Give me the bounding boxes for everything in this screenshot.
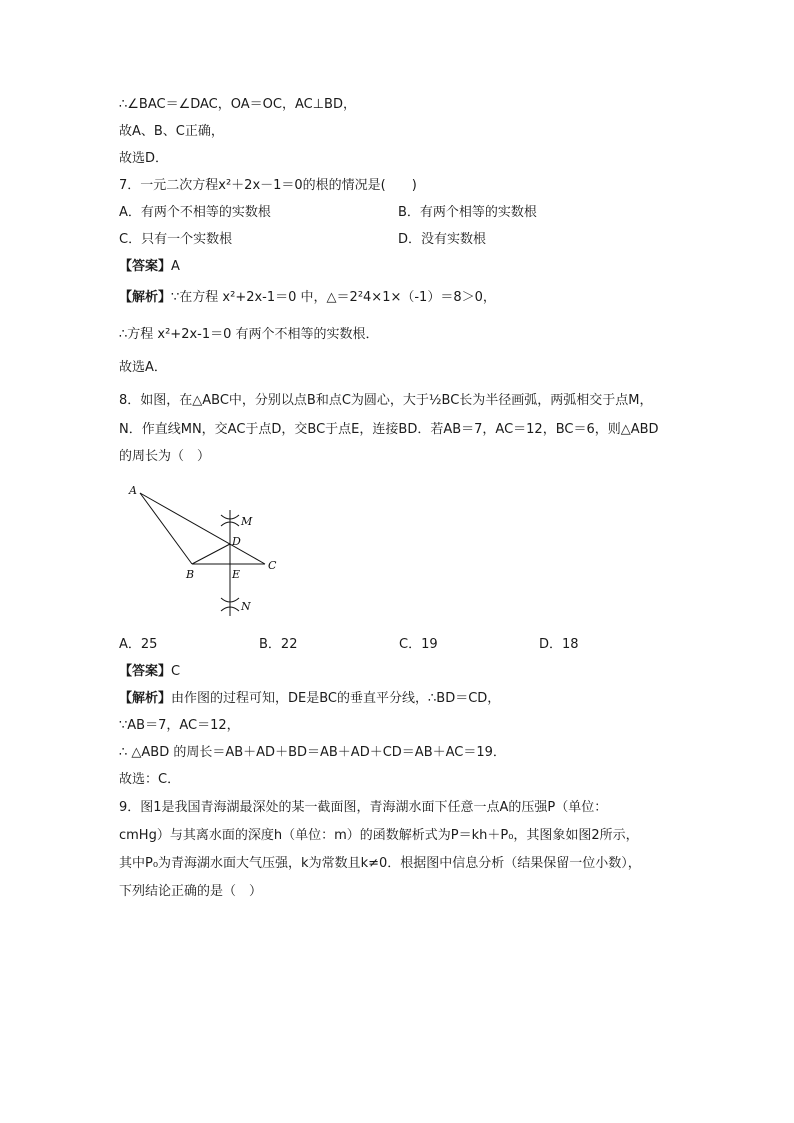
question-8-option-b: B．22 xyxy=(259,637,298,652)
answer-7 xyxy=(119,258,180,276)
answer-label: 【答案】 xyxy=(119,664,172,679)
analysis-text: ∵在方程 x²+2x-1＝0 中，△＝2²4×1×（-1）＝8＞0， xyxy=(171,290,496,305)
question-8-line-3: 的周长为（ ） xyxy=(119,449,211,464)
question-7-option-c: C．只有一个实数根 xyxy=(119,232,233,247)
analysis-7 xyxy=(119,289,496,307)
question-8-option-c: C．19 xyxy=(399,637,438,652)
question-9-line-2: cmHg）与其离水面的深度h（单位：m）的函数解析式为P＝kh＋P₀，其图象如图2所示， xyxy=(119,828,639,843)
segment-ab xyxy=(140,493,192,564)
label-n: N xyxy=(241,600,251,613)
answer-8 xyxy=(119,663,180,681)
solution-conclusion-line: ∴∠BAC＝∠DAC，OA＝OC，AC⊥BD， xyxy=(119,97,356,112)
solution-line: 故A、B、C正确， xyxy=(119,124,224,139)
answer-value: C xyxy=(171,664,181,679)
label-d: D xyxy=(232,535,241,548)
analysis-label: 【解析】 xyxy=(119,691,172,706)
label-e: E xyxy=(232,568,241,581)
analysis-8 xyxy=(119,690,500,708)
segment-bd xyxy=(192,544,230,564)
answer-label: 【答案】 xyxy=(119,259,172,274)
analysis-8-line-4: 故选：C． xyxy=(119,772,181,787)
label-b: B xyxy=(186,568,195,581)
question-9-line-4: 下列结论正确的是（ ） xyxy=(119,884,263,899)
label-m: M xyxy=(241,515,253,528)
analysis-text: 由作图的过程可知，DE是BC的垂直平分线，∴BD＝CD， xyxy=(171,691,501,706)
question-9-line-1: 9．图1是我国青海湖最深处的某一截面图，青海湖水面下任意一点A的压强P（单位： xyxy=(119,800,608,815)
analysis-7-line-3: 故选A． xyxy=(119,360,167,375)
analysis-8-line-3: ∴ △ABD 的周长＝AB＋AD＋BD＝AB＋AD＋CD＝AB＋AC＝19． xyxy=(119,745,506,760)
question-8-option-d: D．18 xyxy=(539,637,579,652)
question-7-option-b: B．有两个相等的实数根 xyxy=(398,205,537,220)
question-8-option-a: A．25 xyxy=(119,637,158,652)
analysis-8-line-2: ∵AB＝7，AC＝12， xyxy=(119,718,240,733)
question-7-stem: 7．一元二次方程x²＋2x－1＝0的根的情况是( ) xyxy=(119,178,417,193)
segment-ac xyxy=(140,493,265,564)
triangle-construction-figure xyxy=(120,478,290,623)
question-7-option-a: A．有两个不相等的实数根 xyxy=(119,205,271,220)
question-8-line-1: 8．如图，在△ABC中，分别以点B和点C为圆心，大于½BC长为半径画弧，两弧相交于点M， xyxy=(119,393,653,408)
question-9-line-3: 其中P₀为青海湖水面大气压强，k为常数且k≠0．根据图中信息分析（结果保留一位小数）， xyxy=(119,856,641,871)
solution-choice-line: 故选D． xyxy=(119,151,169,166)
question-8-line-2: N．作直线MN，交AC于点D，交BC于点E，连接BD．若AB＝7，AC＝12，BC＝6，则△ABD xyxy=(119,422,659,437)
question-7-option-d: D．没有实数根 xyxy=(398,232,487,247)
label-a: A xyxy=(129,484,137,497)
analysis-label: 【解析】 xyxy=(119,290,172,305)
answer-value: A xyxy=(171,259,180,274)
analysis-7-line-2: ∴方程 x²+2x-1＝0 有两个不相等的实数根． xyxy=(119,327,379,342)
label-c: C xyxy=(268,559,277,572)
